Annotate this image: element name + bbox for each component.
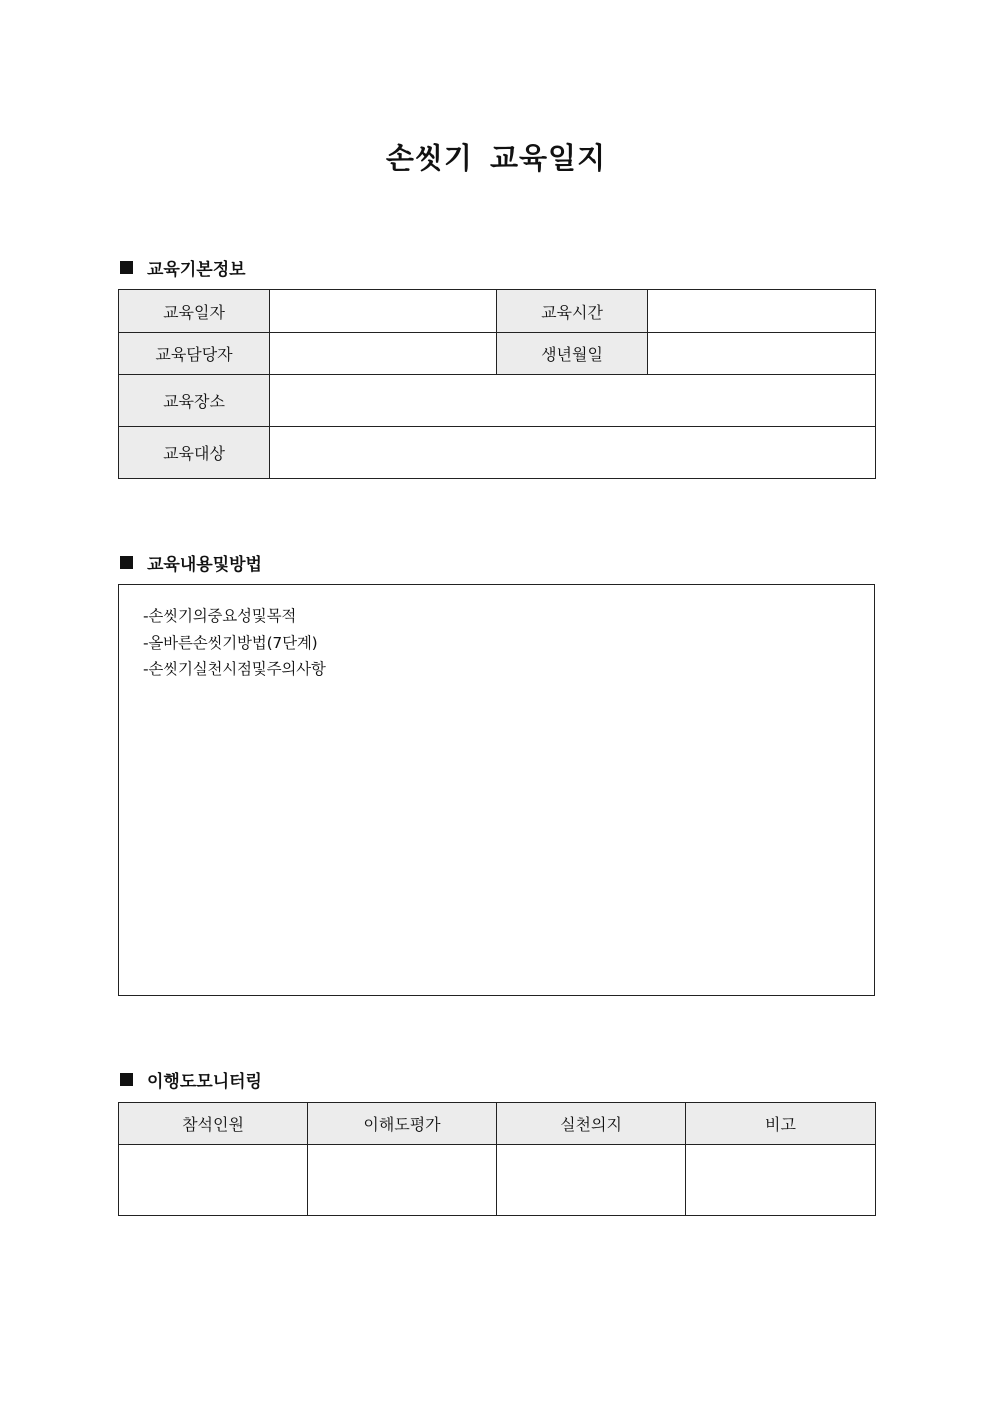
content-lines xyxy=(143,603,326,683)
birth-date-label: 생년월일 xyxy=(497,333,648,375)
education-target-label: 교육대상 xyxy=(119,427,270,479)
content-line: -손씻기의중요성및목적 xyxy=(143,607,297,625)
square-bullet-icon xyxy=(120,1073,133,1086)
section-basic-info-heading xyxy=(118,255,246,280)
education-date-field[interactable] xyxy=(270,290,497,333)
education-time-field[interactable] xyxy=(648,290,876,333)
education-date-label: 교육일자 xyxy=(119,290,270,333)
section-basic-info-title: 교육기본정보 xyxy=(147,260,246,280)
birth-date-field[interactable] xyxy=(648,333,876,375)
content-line: -손씻기실천시점및주의사항 xyxy=(143,660,326,678)
education-manager-label: 교육담당자 xyxy=(119,333,270,375)
section-content-heading xyxy=(118,550,262,575)
content-line: -올바른손씻기방법(7단계) xyxy=(143,633,318,652)
section-monitoring-heading xyxy=(118,1067,262,1092)
education-manager-field[interactable] xyxy=(270,333,497,375)
practice-will-field[interactable] xyxy=(497,1145,686,1216)
section-content-title: 교육내용및방법 xyxy=(147,555,262,575)
education-time-label: 교육시간 xyxy=(497,290,648,333)
column-header-understanding: 이해도평가 xyxy=(308,1103,497,1145)
attendees-field[interactable] xyxy=(119,1145,308,1216)
monitoring-table xyxy=(118,1102,876,1216)
column-header-remarks: 비고 xyxy=(686,1103,876,1145)
education-place-label: 교육장소 xyxy=(119,375,270,427)
content-method-box[interactable] xyxy=(118,584,875,996)
understanding-field[interactable] xyxy=(308,1145,497,1216)
section-monitoring-title: 이행도모니터링 xyxy=(147,1072,262,1092)
remarks-field[interactable] xyxy=(686,1145,876,1216)
education-place-field[interactable] xyxy=(270,375,876,427)
column-header-attendees: 참석인원 xyxy=(119,1103,308,1145)
column-header-practice-will: 실천의지 xyxy=(497,1103,686,1145)
square-bullet-icon xyxy=(120,556,133,569)
basic-info-table xyxy=(118,289,876,479)
education-target-field[interactable] xyxy=(270,427,876,479)
square-bullet-icon xyxy=(120,261,133,274)
document-title: 손씻기 교육일지 xyxy=(385,141,607,175)
